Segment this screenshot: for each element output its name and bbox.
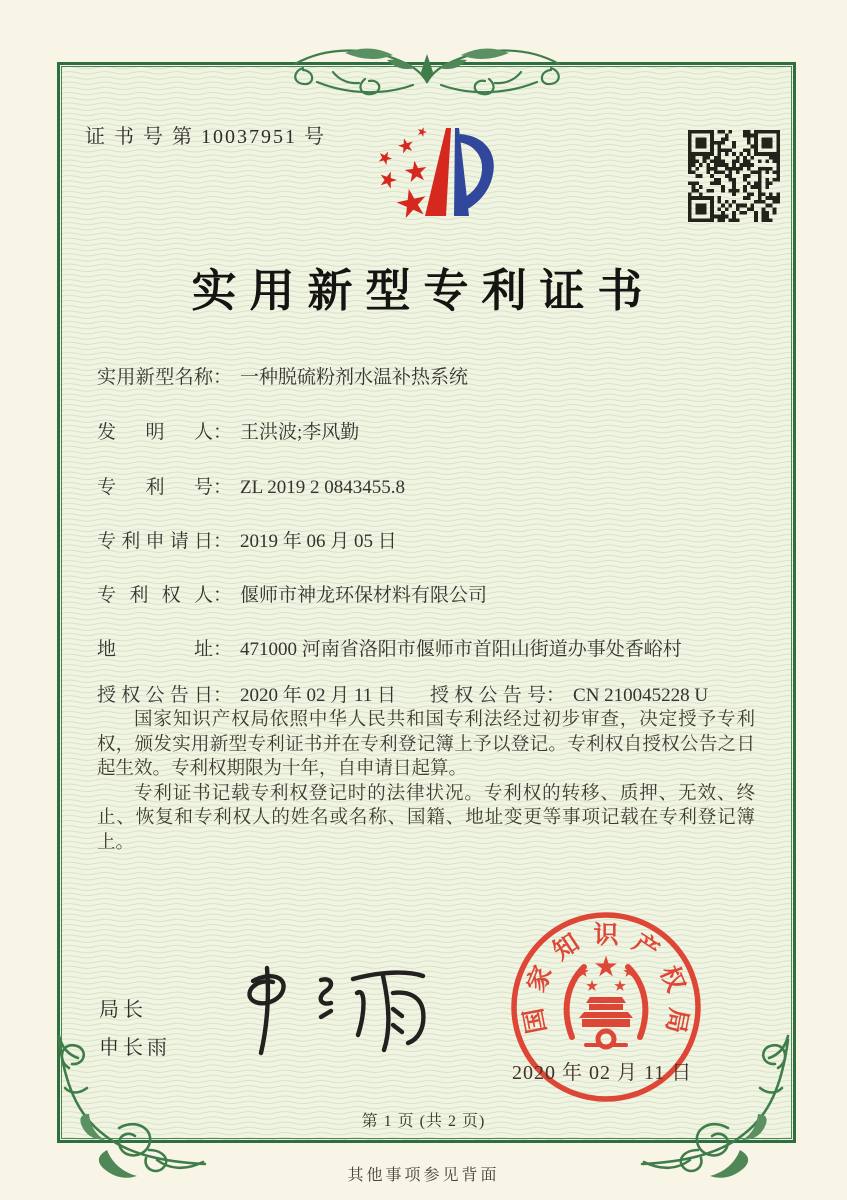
legal-paragraph: 专利证书记载专利权登记时的法律状况。专利权的转移、质押、无效、终止、恢复和专利权人的姓名或名称、国籍、地址变更等事项记载在专利登记簿上。 <box>97 783 755 853</box>
seal-date: 2020 年 02 月 11 日 <box>512 1062 693 1084</box>
field-row-filing-date <box>97 526 397 553</box>
field-value: ZL 2019 2 0843455.8 <box>240 477 406 498</box>
seal-char: 家 <box>522 962 558 996</box>
grant-number-group <box>430 680 708 707</box>
field-colon: ： <box>213 585 233 606</box>
grant-date-label: 授权公告日 <box>97 685 213 706</box>
back-side-note: 其他事项参见背面 <box>347 1167 500 1184</box>
field-label: 专利申请日 <box>97 531 213 552</box>
field-colon: ： <box>213 639 233 660</box>
field-row-patent-number <box>97 472 405 499</box>
seal-char: 权 <box>654 962 690 996</box>
seal-char: 产 <box>627 929 664 966</box>
certificate-title: 实用新型专利证书 <box>191 266 656 316</box>
grant-number-value: CN 210045228 U <box>573 685 709 706</box>
officer-title: 局长 <box>99 999 147 1021</box>
field-row-patentee <box>97 580 487 607</box>
field-value: 2019 年 06 月 05 日 <box>240 531 397 552</box>
field-row-inventor <box>97 417 359 444</box>
seal-char: 识 <box>593 922 619 949</box>
seal-char: 局 <box>660 1005 692 1036</box>
officer-name: 申长雨 <box>99 1037 171 1059</box>
field-label: 专利权人 <box>97 585 213 606</box>
legal-text-block <box>97 708 755 855</box>
field-label: 实用新型名称 <box>97 367 213 388</box>
field-value: 王洪波;李风勤 <box>240 422 360 443</box>
seal-char: 知 <box>548 929 585 966</box>
grant-row <box>97 680 709 707</box>
cnipa-patent-logo-icon <box>362 124 495 224</box>
page-number-note: 第 1 页 (共 2 页) <box>361 1113 486 1130</box>
legal-paragraph: 国家知识产权局依照中华人民共和国专利法经过初步审查，决定授予专利权，颁发实用新型专利证书并在专利登记簿上予以登记。专利权自授权公告之日起生效。专利权期限为十年，自申请日起算。 <box>97 710 755 779</box>
field-value: 471000 河南省洛阳市偃师市首阳山街道办事处香峪村 <box>240 639 682 660</box>
field-label: 专利号 <box>97 477 213 498</box>
field-value: 偃师市神龙环保材料有限公司 <box>240 585 488 606</box>
field-colon: ： <box>213 367 233 388</box>
certificate-number: 证 书 号 第 10037951 号 <box>85 126 326 148</box>
field-colon: ： <box>213 531 233 552</box>
field-colon: ： <box>213 422 233 443</box>
grant-date-value: 2020 年 02 月 11 日 <box>240 685 397 706</box>
field-label: 地址 <box>97 639 213 660</box>
grant-date-group <box>97 685 396 706</box>
director-signature <box>233 963 433 1063</box>
national-emblem <box>567 956 646 1048</box>
field-colon: ： <box>213 685 233 706</box>
field-row-utility-name <box>97 362 468 389</box>
top-border-ornament <box>287 38 567 110</box>
seal-char: 国 <box>520 1005 552 1036</box>
field-label: 发明人 <box>97 422 213 443</box>
field-row-address <box>97 634 682 661</box>
field-colon: ： <box>213 477 233 498</box>
grant-number-label: 授权公告号 <box>430 685 546 706</box>
field-colon: ： <box>546 685 566 706</box>
qr-code <box>688 130 780 222</box>
field-value: 一种脱硫粉剂水温补热系统 <box>240 367 469 388</box>
